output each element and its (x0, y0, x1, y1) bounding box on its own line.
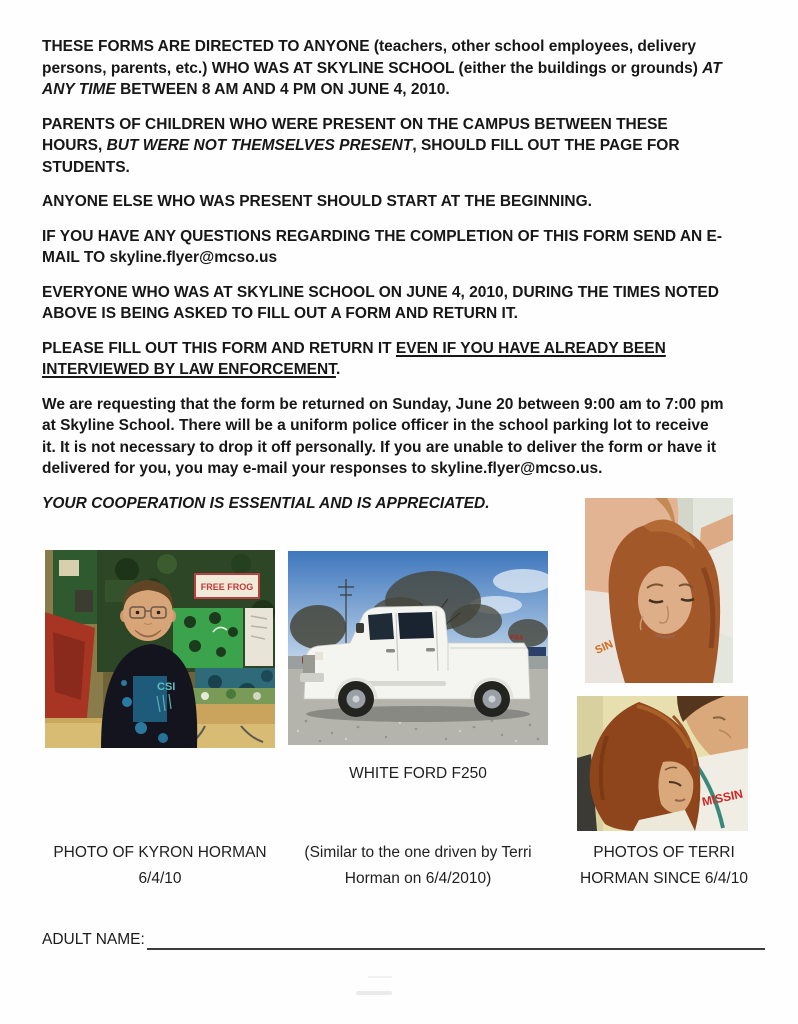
kyron-photo-illustration (45, 550, 275, 748)
email-address: skyline.flyer@mcso.us (430, 460, 599, 477)
emphasis-at-any-time: AT ANY TIME (42, 59, 722, 98)
body-text-run: PARENTS OF CHILDREN WHO WERE PRESENT ON THE CAMPUS BETWEEN THESE HOURS, (42, 115, 668, 154)
email-address: skyline.flyer@mcso.us (109, 249, 278, 266)
paragraph-cooperation-appreciated: YOUR COOPERATION IS ESSENTIAL AND IS APPRECIATED. (42, 494, 490, 512)
terri-top-photo-illustration (585, 498, 733, 683)
instructions-section (42, 36, 726, 527)
underlined-even-if-interviewed: EVEN IF YOU HAVE ALREADY BEEN INTERVIEWED BY LAW ENFORCEMENT (42, 339, 666, 378)
frog-poster (173, 608, 243, 668)
paragraph-please-fill-out (42, 338, 726, 381)
front-bumper (300, 673, 324, 682)
truck-subcaption (288, 840, 548, 892)
rear-door-window (398, 612, 434, 639)
terri-bottom-photo-illustration (577, 696, 748, 831)
kyron-caption-line2: 6/4/10 (138, 870, 182, 887)
adult-name-label: ADULT NAME: (42, 931, 145, 948)
truck-photo-illustration (288, 551, 548, 745)
rear-wheel (474, 681, 510, 717)
body-text-run: THESE FORMS ARE DIRECTED TO ANYONE (teachers, other school employees, delivery persons, parents, etc.) WHO WAS AT SKYLINE SCHOOL (either the buildings or grounds) (42, 38, 703, 77)
scan-artifact (356, 991, 392, 995)
terri-caption-line2: HORMAN SINCE 6/4/10 (580, 870, 748, 887)
paragraph-anyone-else: ANYONE ELSE WHO WAS PRESENT SHOULD START AT THE BEGINNING. (42, 193, 592, 210)
kyron-horman-photo (45, 550, 275, 748)
front-wheel (338, 681, 374, 717)
missing-shirt-text: MISSIN (700, 786, 745, 809)
csi-shirt-text: CSI (157, 681, 176, 693)
truck-subcaption-line2: Horman on 6/4/2010) (344, 870, 492, 887)
terri-horman-photo-top (585, 498, 733, 683)
adult-name-blank-line (147, 931, 765, 950)
body-text-run: BETWEEN 8 AM AND 4 PM ON JUNE 4, 2010. (115, 81, 450, 98)
emphasis-not-themselves-present: BUT WERE NOT THEMSELVES PRESENT (106, 137, 413, 154)
scan-artifact (368, 976, 392, 978)
front-door-window (368, 613, 394, 640)
terri-horman-photo-bottom (577, 696, 748, 831)
body-text-run: . (335, 361, 341, 378)
paragraph-questions-email (42, 226, 726, 269)
side-mirror (356, 623, 364, 633)
body-text-run: We are requesting that the form be returned on Sunday, June 20 between 9:00 am to 7:00 pm at Skyline School. There will be a uniform police officer in the school parking lot to receive it. It is not necessary to drop it off personally. If you are unable to deliver the form or have it delivered for you, you may e-mail your responses to (42, 395, 724, 477)
body-text-run: , SHOULD FILL OUT THE PAGE FOR STUDENTS. (42, 137, 680, 176)
adult-name-row (42, 931, 765, 950)
truck-caption-title: WHITE FORD F250 (349, 765, 487, 782)
white-ford-f250-photo (288, 551, 548, 745)
fx4-badge-text: FX4 (510, 635, 523, 642)
paragraph-return-instructions (42, 394, 726, 480)
grille (303, 655, 315, 673)
terri-caption (558, 840, 770, 892)
body-text-run: PLEASE FILL OUT THIS FORM AND RETURN IT (42, 339, 396, 357)
kyron-caption (32, 840, 288, 892)
paragraph-everyone-asked: EVERYONE WHO WAS AT SKYLINE SCHOOL ON JUNE 4, 2010, DURING THE TIMES NOTED ABOVE IS BEING ASKED TO FILL OUT A FORM AND RETURN IT. (42, 283, 719, 322)
body-text-run: IF YOU HAVE ANY QUESTIONS REGARDING THE COMPLETION OF THIS FORM SEND AN E-MAIL TO (42, 227, 723, 266)
kyron-caption-line1: PHOTO OF KYRON HORMAN (53, 844, 267, 861)
free-frog-sign-text: FREE FROG (200, 582, 254, 592)
paragraph-parents-of-children (42, 114, 726, 179)
terri-caption-line1: PHOTOS OF TERRI (593, 844, 735, 861)
truck-subcaption-line1: (Similar to the one driven by Terri (304, 844, 532, 861)
paragraph-directed-to-anyone (42, 36, 726, 101)
missing-shirt-text-partial: SIN (593, 638, 615, 657)
body-text-run: . (598, 460, 603, 477)
headlight (315, 652, 323, 660)
